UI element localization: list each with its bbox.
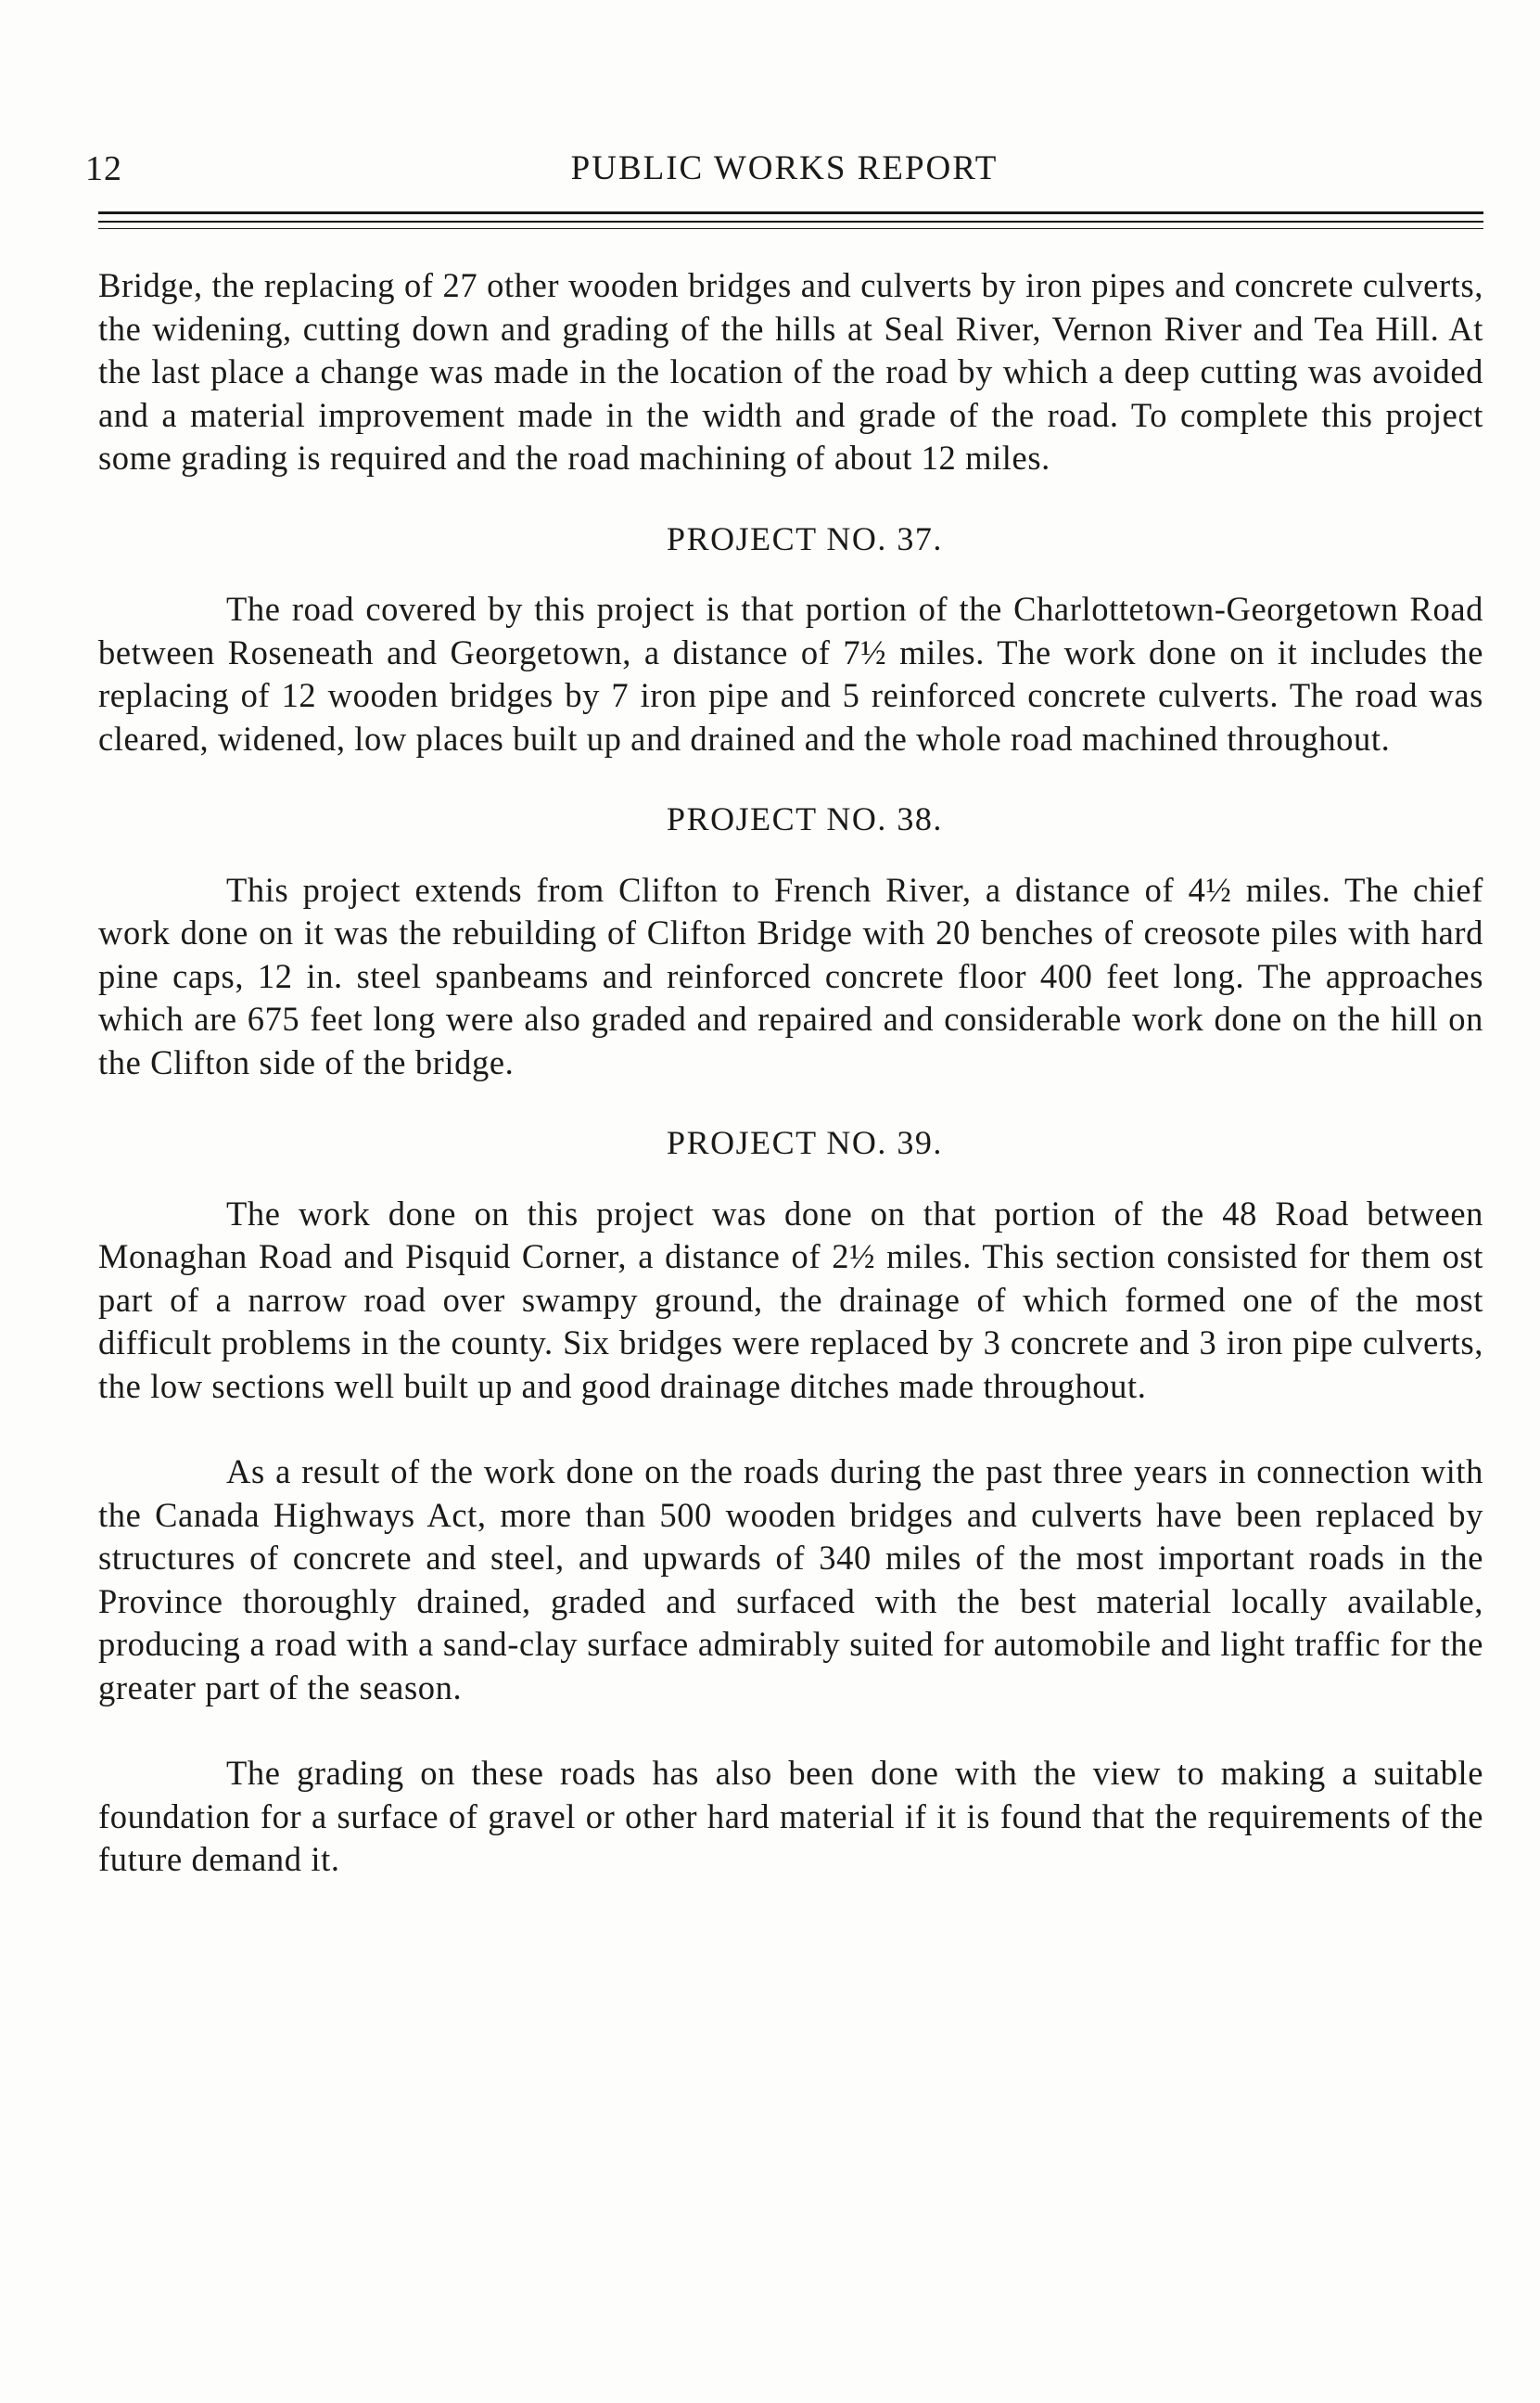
project-37-heading: PROJECT NO. 37. [667,519,943,557]
project-38-heading: PROJECT NO. 38. [667,800,943,837]
page-number: 12 [85,149,122,188]
project-39-heading: PROJECT NO. 39. [667,1124,943,1161]
header-rule [98,221,1483,223]
project-38-paragraph: This project extends from Clifton to French River, a distance of 4½ miles. The chief work done on it was the rebuilding of Clifton Bridge with 20 benches of creosote piles with hard pine caps, 12 in. steel spanbeams and reinforced concrete floor 400 feet long. The approaches which are 675 feet long were also graded and repaired and considerable work done on the hill on the Clifton side of the bridge. [98,870,1483,1081]
closing-paragraph: The grading on these roads has also been done with the view to making a suitable foundation for a surface of gravel or other hard material if it is found that the requirements of the future demand it. [98,1754,1483,1878]
page-header [85,148,1483,204]
running-head: PUBLIC WORKS REPORT [570,149,999,187]
summary-paragraph: As a result of the work done on the roads during the past three years in connection with the Canada Highways Act, more than 500 wooden bridges and culverts have been replaced by structures of concrete and steel, and upwards of 340 miles of the most important roads in the Province thoroughly drained, graded and surfaced with the best material locally available, producing a road with a sand-clay surface admirably suited for automobile and light traffic for the greater part of the season. [98,1452,1483,1706]
page-body [98,264,1483,1882]
header-rule [98,211,1483,214]
project-39-paragraph: The work done on this project was done on that portion of the 48 Road between Monaghan Road and Pisquid Corner, a distance of 2½ miles. This section consisted for them ost part of a narrow road over swampy ground, the drainage of which formed one of the most difficult problems in the county. Six bridges were replaced by 3 concrete and 3 iron pipe culverts, the low sections well built up and good drainage ditches made throughout. [98,1194,1483,1405]
header-rule [98,228,1483,229]
intro-paragraph: Bridge, the replacing of 27 other wooden bridges and culverts by iron pipes and concrete culverts, the widening, cutting down and grading of the hills at Seal River, Vernon River and Tea Hill. At the last place a change was made in the location of the road by which a deep cutting was avoided and a material improvement made in the width and grade of the road. To complete this project some grading is required and the road machining of about 12 miles. [98,266,1483,477]
project-37-paragraph: The road covered by this project is that portion of the Charlottetown-Georgetown Road between Roseneath and Georgetown, a distance of 7½ miles. The work done on it includes the replacing of 12 wooden bridges by 7 iron pipe and 5 reinforced concrete culverts. The road was cleared, widened, low places built up and drained and the whole road machined throughout. [98,590,1483,758]
